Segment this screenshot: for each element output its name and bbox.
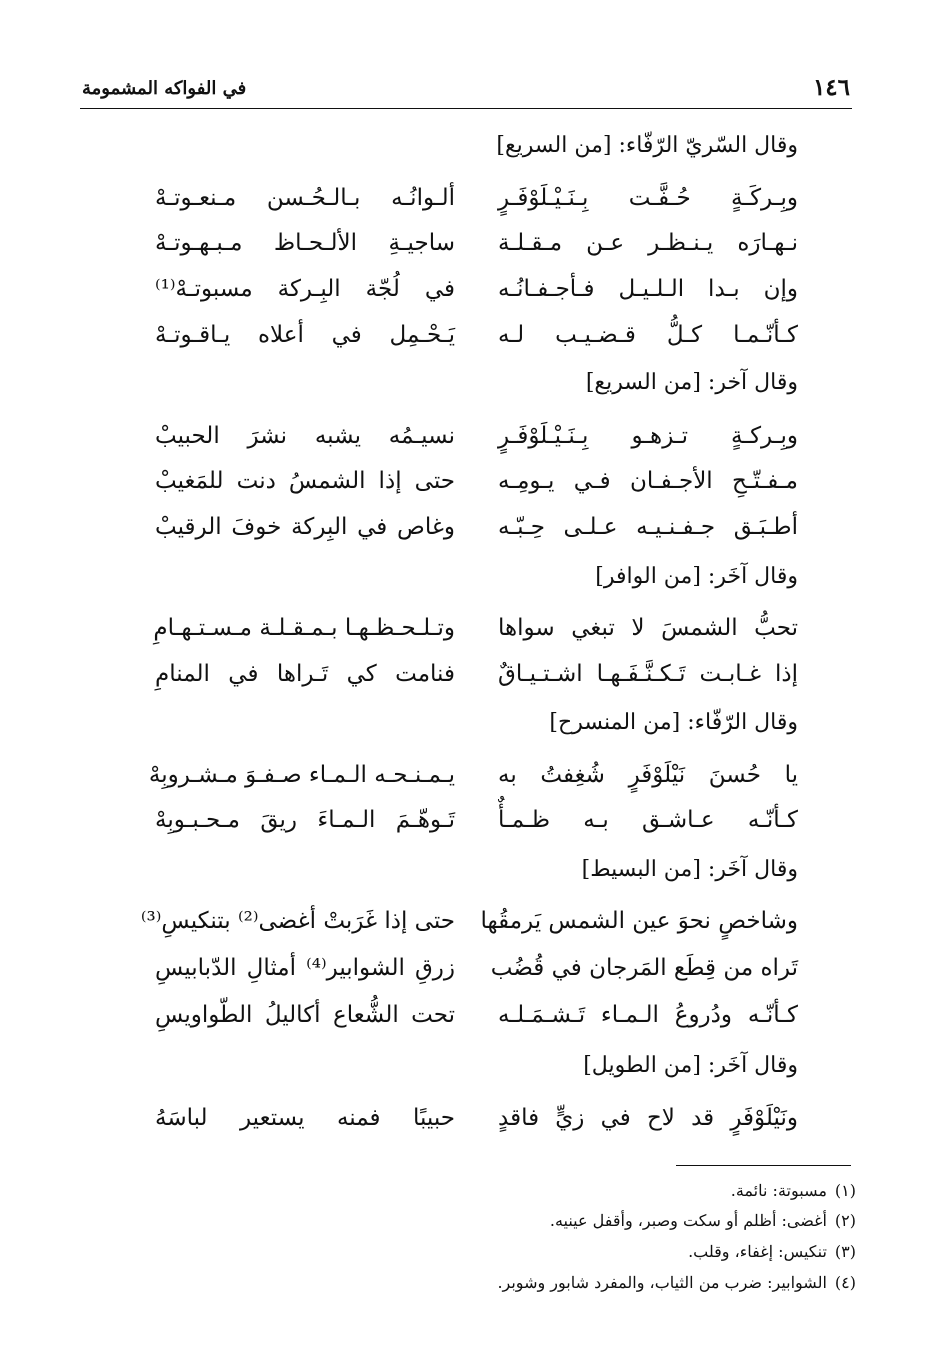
- footnote: [550, 1211, 856, 1230]
- page-number: ١٤٦: [812, 74, 850, 101]
- footnote: [688, 1242, 856, 1261]
- poem-intro: وقال الرّفّاء: [من المنسرح]: [549, 710, 798, 735]
- verse-first-hemistich: إذا غـابـت تَـكـنَّـفَـهـا اشـتـيـاقٌ: [498, 661, 798, 687]
- footnote-number: (٣): [834, 1242, 856, 1261]
- verse-first-hemistich: وبِـركَـةٍ حُـفَّـت بِـنَـيْـلَوْفَـرٍ: [498, 185, 798, 211]
- verse-second-hemistich: زرقِ الشوابير⁽⁴⁾ أمثالِ الدّبابيسِ: [155, 955, 455, 981]
- footnote: [731, 1181, 856, 1200]
- running-title: في الفواكه المشمومة: [82, 78, 247, 99]
- verse-first-hemistich: وشاخصٍ نحوَ عين الشمس يَرمقُها: [480, 908, 798, 934]
- verse-second-hemistich: ساجيـةِ الألـحـاظ مـبـهـوتـهْ: [155, 230, 455, 256]
- verse-first-hemistich: ونَيْلَوْفَرٍ قد لاح في زيٍّ فاقدٍ: [498, 1105, 798, 1131]
- verse-first-hemistich: كـأنّـمـا كـلُّ قـضـيـب لـه: [498, 322, 798, 348]
- verse-first-hemistich: يا حُسنَ نَيْلَوْفَرٍ شُغِفتُ به: [498, 762, 798, 788]
- footnote-text: تنكيس: إغفاء، وقلب.: [688, 1242, 827, 1261]
- footnote-number: (٤): [834, 1273, 856, 1292]
- verse-first-hemistich: تَراه من قِطَع المَرجان في قُضُب: [490, 955, 798, 981]
- poem-intro: وقال آخَر: [من البسيط]: [581, 857, 798, 882]
- poem-intro: وقال السّريّ الرّفّاء: [من السريع]: [496, 133, 798, 158]
- verse-second-hemistich: حتى إذا غَرَبتْ أغضى⁽²⁾ بتنكيسِ⁽³⁾: [140, 908, 455, 934]
- poem-intro: وقال آخَر: [من الطويل]: [583, 1053, 798, 1078]
- footnote-number: (١): [834, 1181, 856, 1200]
- verse-second-hemistich: ألـوانُـه بـالـحُـسن مـنعـوتـهْ: [155, 185, 455, 211]
- verse-second-hemistich: وغاص في البِركة خوفَ الرقيبْ: [155, 514, 455, 540]
- footnote-text: أغضى: أظلم أو سكت وصبر، وأقفل عينيه.: [549, 1211, 827, 1230]
- footnote: [497, 1273, 856, 1292]
- verse-second-hemistich: يَـحْـمِل في أعلاه يـاقـوتـهْ: [155, 322, 455, 348]
- poem-intro: وقال آخر: [من السريع]: [585, 370, 798, 395]
- poem-intro: وقال آخَر: [من الوافر]: [595, 564, 798, 589]
- verse-second-hemistich: يـمـنـحـه الـمـاء صـفـوَ مـشـروبِهْ: [148, 762, 455, 788]
- verse-second-hemistich: في لُجّة البِـركة مسبوتـهْ⁽¹⁾: [155, 276, 455, 302]
- verse-first-hemistich: وبِـركـةٍ تـزهـو بِـنَـيْـلَوْفَـرٍ: [498, 423, 798, 449]
- verse-first-hemistich: كـأنّـه عـاشـق بـه ظـمـأٌ: [498, 807, 798, 833]
- verse-first-hemistich: تحبُّ الشمسَ لا تبغي سواها: [498, 615, 798, 641]
- verse-second-hemistich: تحت الشُّعاع أكاليلُ الطّواويسِ: [155, 1002, 455, 1028]
- verse-first-hemistich: أطـبَـق جـفـنـيـه عـلـى حِـبّـه: [498, 514, 798, 540]
- verse-second-hemistich: حبيبًا فمنه يستعير لباسَهُ: [155, 1105, 455, 1131]
- footnote-number: (٢): [834, 1211, 856, 1230]
- verse-first-hemistich: مـفـتّـحِ الأجـفـان فـي يـومِـه: [498, 468, 798, 494]
- verse-second-hemistich: حتى إذا الشمسُ دنت للمَغيبْ: [155, 468, 455, 494]
- footnote-text: الشوابير: ضرب من الثياب، والمفرد شابور وشوبر.: [497, 1273, 827, 1292]
- verse-second-hemistich: نسيـمُه يشبه نشرَ الحبيبْ: [155, 423, 455, 449]
- verse-first-hemistich: وإن بـدا الـلـيـل فـأجـفـانُـه: [498, 276, 798, 302]
- footnote-divider: [676, 1165, 851, 1166]
- verse-second-hemistich: فنامت كي تَـراها في المنامِ: [155, 661, 455, 687]
- footnote-text: مسبوتة: نائمة.: [730, 1181, 827, 1200]
- page-header: [80, 72, 852, 109]
- verse-first-hemistich: نـهـارَه يـنـظـر عـن مـقـلـة: [498, 230, 798, 256]
- verse-first-hemistich: كـأنّـه ودُروعُ الـمـاء تَـشـمَـلـه: [498, 1002, 798, 1028]
- verse-second-hemistich: تَـوهّـمَ الـمـاءَ ريقَ مـحـبـوبِهْ: [155, 807, 455, 833]
- verse-second-hemistich: وتـلـحـظـهـا بـمـقـلـة مـسـتـهـامِ: [153, 615, 455, 641]
